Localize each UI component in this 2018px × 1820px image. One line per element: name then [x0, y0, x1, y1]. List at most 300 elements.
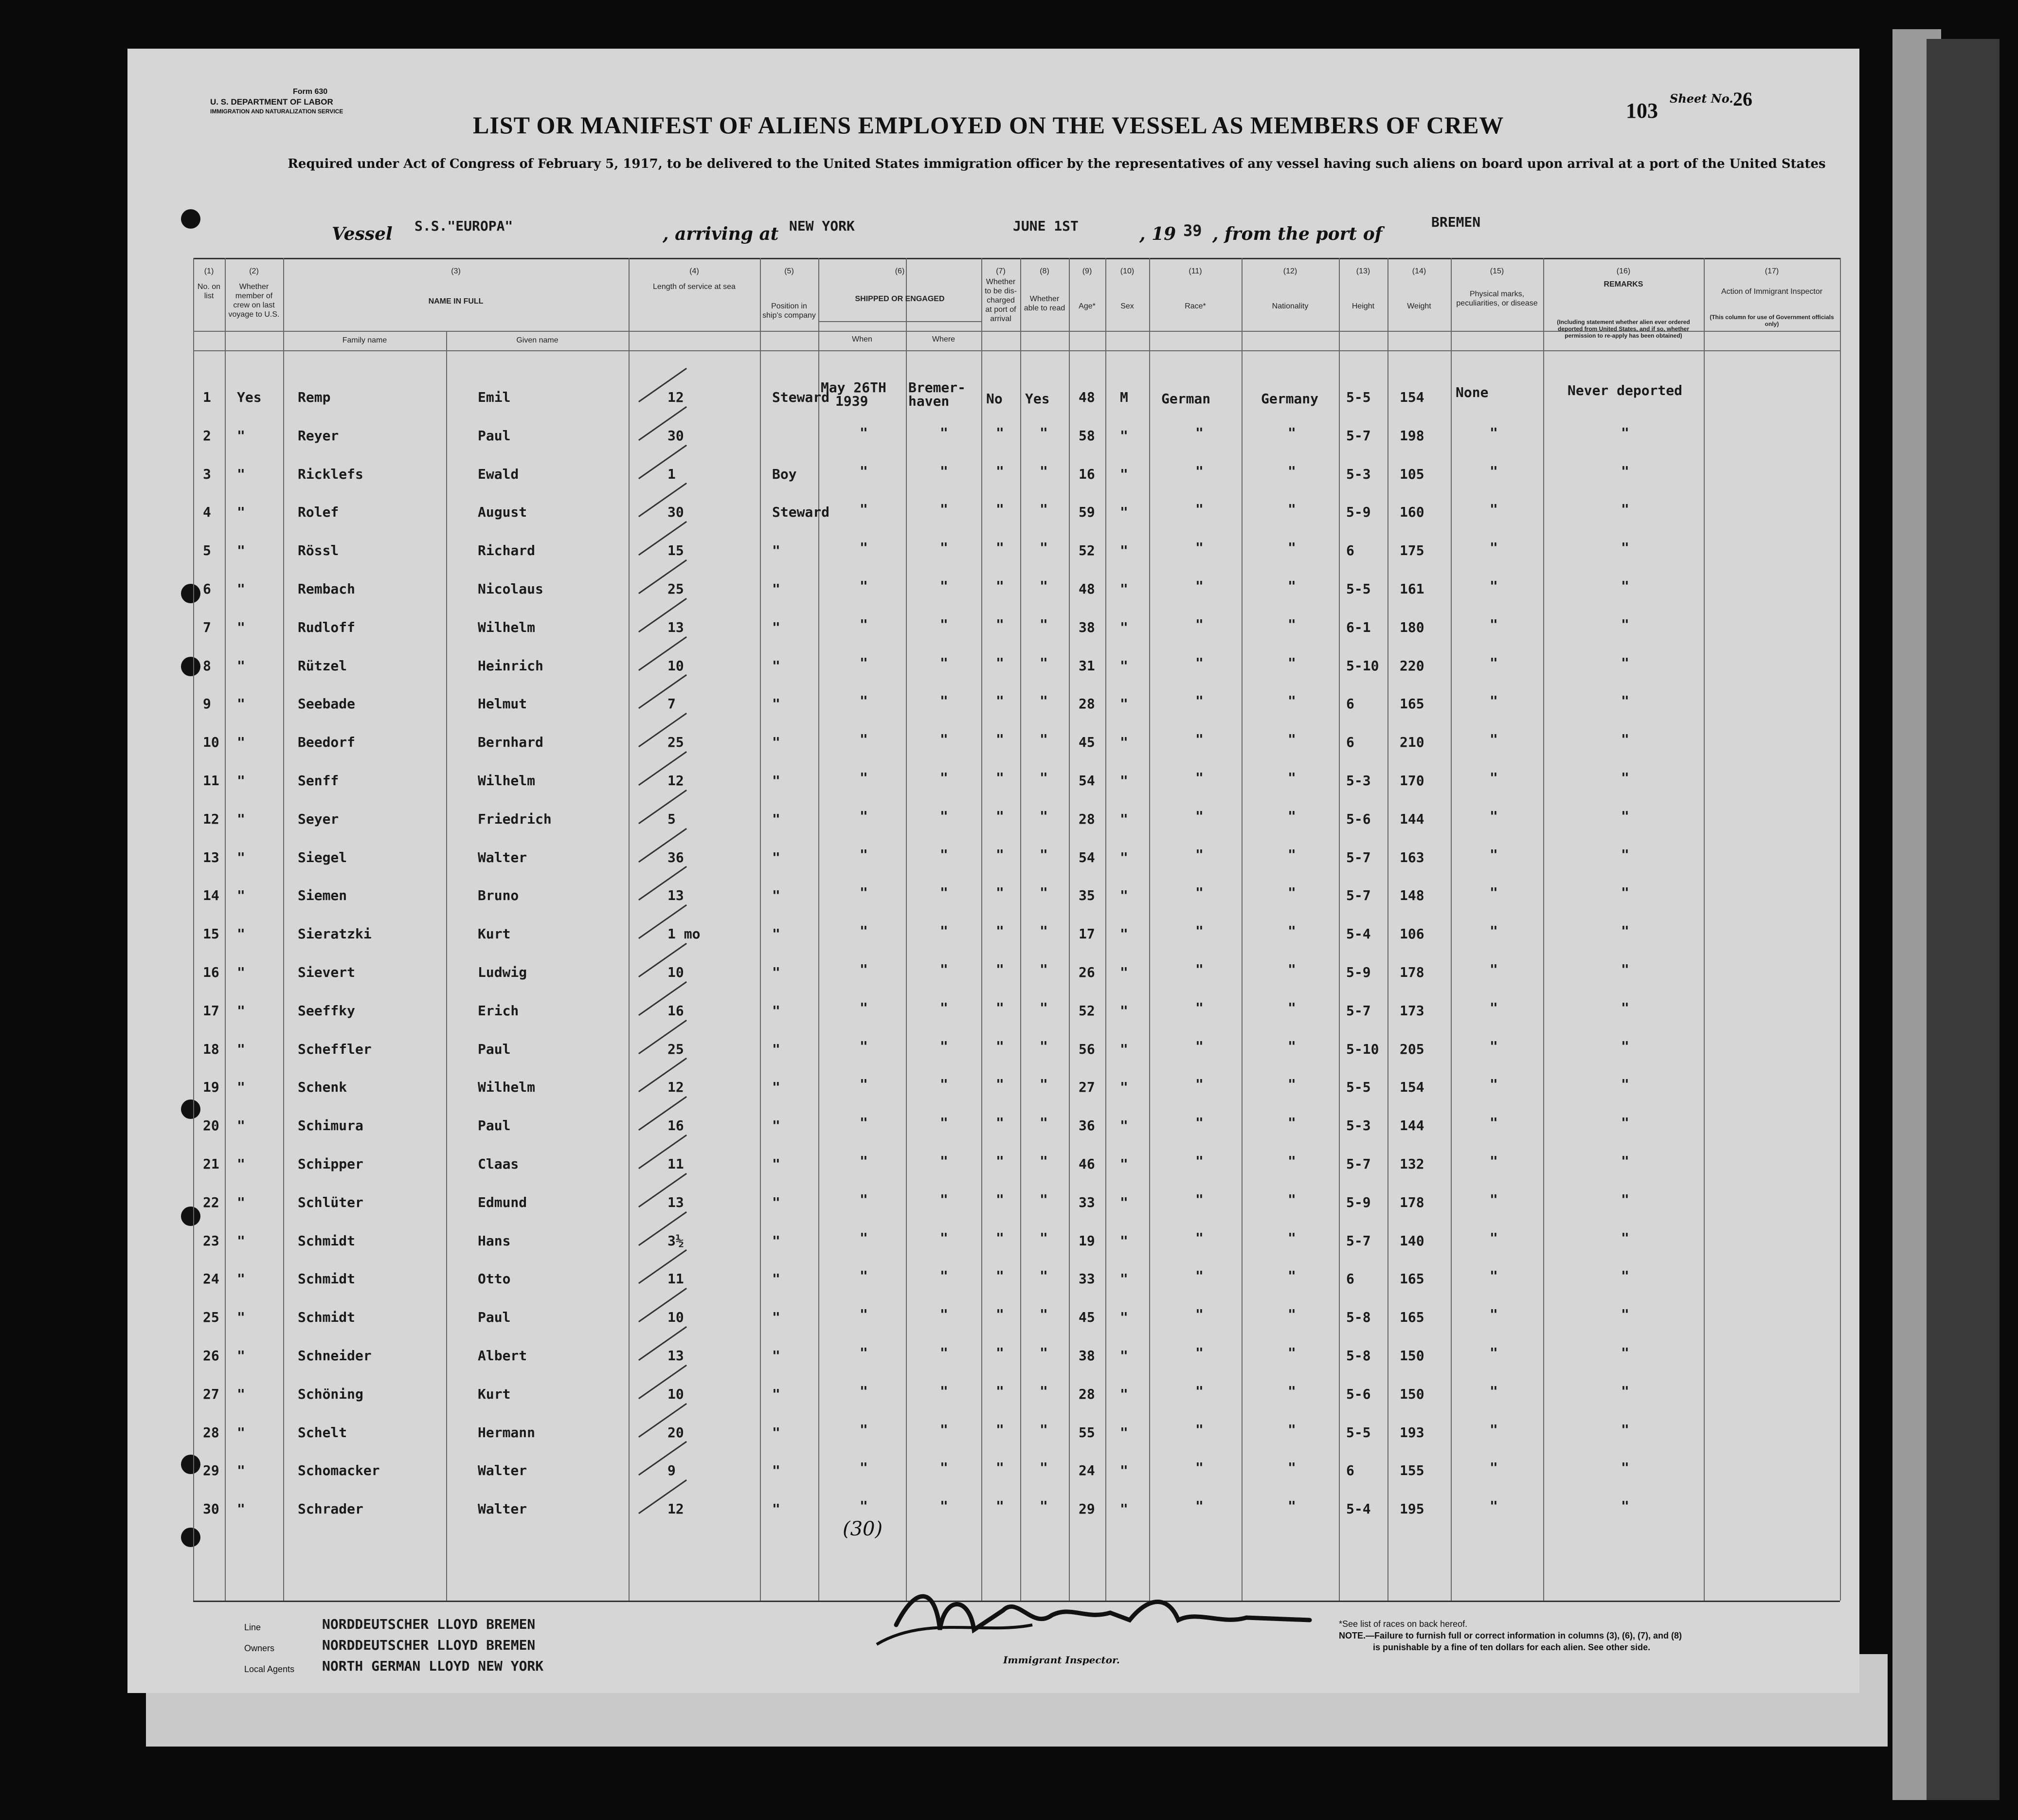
weight: 165 — [1400, 696, 1424, 712]
ship-position: " — [772, 1079, 780, 1096]
discharged-ditto: " — [996, 999, 1004, 1016]
shipped-where-ditto: " — [940, 578, 948, 594]
age: 17 — [1079, 926, 1095, 942]
ship-position: " — [772, 849, 780, 865]
given-name: Kurt — [478, 926, 511, 942]
read-ditto: " — [1040, 463, 1048, 479]
ship-position: " — [772, 696, 780, 712]
column-subheader-c3b: Given name — [516, 336, 559, 344]
vessel-name: S.S."EUROPA" — [414, 218, 513, 234]
read-ditto: " — [1040, 731, 1048, 748]
crew-last-voyage: " — [237, 1002, 245, 1019]
remarks-ditto: " — [1621, 846, 1629, 863]
given-name: Claas — [478, 1156, 519, 1172]
weight: 105 — [1400, 466, 1424, 482]
arrival-port: NEW YORK — [789, 218, 855, 234]
column-number: (14) — [1412, 267, 1426, 275]
column-subheader-c16a: (Including statement whether alien ever ordered deported from United States, and if so, whether permission to re-apply has been obtained) — [1557, 319, 1690, 339]
column-rule — [1543, 258, 1544, 1601]
agents-value: NORTH GERMAN LLOYD NEW YORK — [322, 1658, 544, 1674]
given-name: Paul — [478, 427, 511, 444]
length-of-service: 36 — [667, 849, 684, 865]
family-name: Schimura — [298, 1117, 363, 1134]
weight: 193 — [1400, 1424, 1424, 1441]
height: 5-7 — [1346, 427, 1371, 444]
marks-ditto: " — [1490, 808, 1498, 824]
sex: " — [1120, 1309, 1128, 1326]
column-number: (16) — [1616, 267, 1631, 275]
discharged-ditto: " — [996, 884, 1004, 901]
column-number: (10) — [1120, 267, 1135, 275]
discharged-ditto: " — [996, 654, 1004, 671]
weight: 165 — [1400, 1271, 1424, 1287]
row-number: 21 — [203, 1156, 219, 1172]
family-name: Schlüter — [298, 1194, 363, 1210]
column-number: (15) — [1490, 267, 1504, 275]
sex: " — [1120, 1386, 1128, 1402]
sheet-label: Sheet No. — [1670, 91, 1733, 106]
nationality-ditto: " — [1288, 693, 1296, 709]
sex: M — [1120, 389, 1128, 405]
column-number: (12) — [1283, 267, 1297, 275]
marks-ditto: " — [1490, 654, 1498, 671]
race-ditto: " — [1195, 654, 1204, 671]
nationality-ditto: " — [1288, 1498, 1296, 1514]
sex: " — [1120, 696, 1128, 712]
shipped-where-ditto: " — [940, 693, 948, 709]
ship-position: " — [772, 1041, 780, 1057]
read-ditto: " — [1040, 1076, 1048, 1093]
given-name: Wilhelm — [478, 619, 536, 635]
row-number: 1 — [203, 389, 211, 405]
read-ditto: " — [1040, 999, 1048, 1016]
ship-position: " — [772, 657, 780, 674]
discharged-ditto: " — [996, 1421, 1004, 1438]
shipped-when-bottom: 1939 — [835, 393, 868, 409]
discharged-value: No — [986, 391, 1003, 407]
ship-position: " — [772, 619, 780, 635]
column-rule — [629, 258, 630, 1601]
crew-last-voyage: " — [237, 1041, 245, 1057]
marks-ditto: " — [1490, 1076, 1498, 1093]
marks-ditto: " — [1490, 884, 1498, 901]
ship-position: " — [772, 811, 780, 827]
column-rule — [1149, 258, 1150, 1601]
binder-edge — [1927, 39, 2000, 1800]
length-of-service: 10 — [667, 964, 684, 980]
family-name: Schöning — [298, 1386, 363, 1402]
nationality-ditto: " — [1288, 654, 1296, 671]
height: 5-9 — [1346, 964, 1371, 980]
column-rule — [1242, 258, 1243, 1601]
column-subheader-c3a: Family name — [342, 336, 387, 344]
crew-last-voyage: " — [237, 657, 245, 674]
column-subheader-c6b: Where — [932, 335, 955, 343]
row-number: 26 — [203, 1348, 219, 1364]
given-name: Albert — [478, 1348, 527, 1364]
length-of-service: 30 — [667, 504, 684, 521]
race-ditto: " — [1195, 424, 1204, 441]
family-name: Schipper — [298, 1156, 363, 1172]
crew-last-voyage: Yes — [237, 389, 262, 405]
race-ditto: " — [1195, 731, 1204, 748]
row-number: 27 — [203, 1386, 219, 1402]
discharged-ditto: " — [996, 1191, 1004, 1207]
column-header-c3: NAME IN FULL — [428, 297, 484, 306]
race-ditto: " — [1195, 1460, 1204, 1476]
read-ditto: " — [1040, 501, 1048, 518]
ship-position: Boy — [772, 466, 797, 482]
crew-last-voyage: " — [237, 1309, 245, 1326]
shipped-where-ditto: " — [940, 1498, 948, 1514]
arriving-label: , arriving at — [663, 224, 779, 244]
length-of-service: 10 — [667, 1386, 684, 1402]
family-name: Beedorf — [298, 734, 356, 751]
punch-hole — [181, 209, 200, 229]
punch-hole — [181, 1207, 200, 1226]
nationality-ditto: " — [1288, 616, 1296, 632]
age: 54 — [1079, 773, 1095, 789]
height: 5-7 — [1346, 887, 1371, 904]
weight: 178 — [1400, 1194, 1424, 1210]
column-number: (7) — [996, 267, 1006, 275]
column-header-c4: Length of service at sea — [653, 283, 736, 291]
age: 27 — [1079, 1079, 1095, 1096]
family-name: Schmidt — [298, 1309, 356, 1326]
column-header-c9: Age* — [1079, 302, 1096, 310]
shipped-where-ditto: " — [940, 846, 948, 863]
given-name: Otto — [478, 1271, 511, 1287]
sex: " — [1120, 542, 1128, 559]
given-name: Nicolaus — [478, 581, 543, 597]
length-of-service: 11 — [667, 1271, 684, 1287]
family-name: Schenk — [298, 1079, 347, 1096]
arrival-date: JUNE 1ST — [1013, 218, 1079, 234]
discharged-ditto: " — [996, 1229, 1004, 1246]
sex: " — [1120, 1348, 1128, 1364]
row-number: 3 — [203, 466, 211, 482]
age: 19 — [1079, 1232, 1095, 1249]
punch-hole — [181, 584, 200, 603]
ship-position: " — [772, 1501, 780, 1517]
height: 6 — [1346, 542, 1354, 559]
nationality-ditto: " — [1288, 1421, 1296, 1438]
row-number: 15 — [203, 926, 219, 942]
age: 28 — [1079, 696, 1095, 712]
remarks-ditto: " — [1621, 1115, 1629, 1131]
shipped-where-ditto: " — [940, 1038, 948, 1054]
column-number: (11) — [1189, 267, 1202, 275]
race-ditto: " — [1195, 961, 1204, 977]
shipped-when-ditto: " — [860, 424, 868, 441]
shipped-where-ditto: " — [940, 731, 948, 748]
total-count-note: (30) — [843, 1518, 883, 1540]
marks-ditto: " — [1490, 463, 1498, 479]
shipped-where-ditto: " — [940, 1460, 948, 1476]
length-of-service: 9 — [667, 1462, 676, 1479]
column-header-c2: Whether member of crew on last voyage to U.S. — [228, 283, 280, 319]
marks-ditto: " — [1490, 731, 1498, 748]
row-number: 8 — [203, 657, 211, 674]
sex: " — [1120, 1041, 1128, 1057]
sex: " — [1120, 811, 1128, 827]
discharged-ditto: " — [996, 1498, 1004, 1514]
row-number: 5 — [203, 542, 211, 559]
length-of-service: 25 — [667, 1041, 684, 1057]
shipped-when-ditto: " — [860, 578, 868, 594]
nationality-ditto: " — [1288, 1076, 1296, 1093]
discharged-ditto: " — [996, 1306, 1004, 1323]
weight: 160 — [1400, 504, 1424, 521]
remarks-ditto: " — [1621, 731, 1629, 748]
ship-position: " — [772, 1462, 780, 1479]
shipped-when-ditto: " — [860, 731, 868, 748]
given-name: Hermann — [478, 1424, 536, 1441]
height: 5-5 — [1346, 389, 1371, 405]
family-name: Reyer — [298, 427, 339, 444]
weight: 220 — [1400, 657, 1424, 674]
height: 5-3 — [1346, 1117, 1371, 1134]
shipped-when-ditto: " — [860, 1383, 868, 1399]
remarks-ditto: " — [1621, 770, 1629, 786]
length-of-service: 5 — [667, 811, 676, 827]
column-header-c11: Race* — [1185, 302, 1206, 310]
age: 16 — [1079, 466, 1095, 482]
given-name: Walter — [478, 1501, 527, 1517]
race-value: German — [1161, 391, 1211, 407]
sex: " — [1120, 1462, 1128, 1479]
length-of-service: 13 — [667, 1194, 684, 1210]
race-ditto: " — [1195, 1153, 1204, 1169]
family-name: Sieratzki — [298, 926, 372, 942]
crew-last-voyage: " — [237, 811, 245, 827]
age: 29 — [1079, 1501, 1095, 1517]
sex: " — [1120, 1194, 1128, 1210]
nationality-ditto: " — [1288, 424, 1296, 441]
marks-ditto: " — [1490, 1191, 1498, 1207]
nationality-ditto: " — [1288, 1460, 1296, 1476]
length-of-service: 12 — [667, 1079, 684, 1096]
sex: " — [1120, 1424, 1128, 1441]
column-rule — [760, 258, 761, 1601]
race-ditto: " — [1195, 1038, 1204, 1054]
given-name: Bruno — [478, 887, 519, 904]
age: 24 — [1079, 1462, 1095, 1479]
remarks-ditto: " — [1621, 1076, 1629, 1093]
length-of-service: 1 mo — [667, 926, 701, 942]
ship-position: " — [772, 1002, 780, 1019]
marks-ditto: " — [1490, 540, 1498, 556]
given-name: Paul — [478, 1041, 511, 1057]
marks-ditto: " — [1490, 1229, 1498, 1246]
shipped-where-ditto: " — [940, 1383, 948, 1399]
crew-last-voyage: " — [237, 1117, 245, 1134]
sex: " — [1120, 1002, 1128, 1019]
nationality-ditto: " — [1288, 731, 1296, 748]
remarks-ditto: " — [1621, 616, 1629, 632]
height: 5-3 — [1346, 466, 1371, 482]
crew-last-voyage: " — [237, 542, 245, 559]
crew-last-voyage: " — [237, 773, 245, 789]
weight: 195 — [1400, 1501, 1424, 1517]
crew-last-voyage: " — [237, 1348, 245, 1364]
family-name: Seeffky — [298, 1002, 356, 1019]
read-ditto: " — [1040, 1383, 1048, 1399]
crew-last-voyage: " — [237, 1156, 245, 1172]
read-ditto: " — [1040, 1229, 1048, 1246]
given-name: Heinrich — [478, 657, 543, 674]
age: 38 — [1079, 619, 1095, 635]
check-mark — [638, 790, 687, 824]
marks-ditto: " — [1490, 1268, 1498, 1284]
column-header-c17: Action of Immigrant Inspector — [1721, 288, 1823, 296]
nationality-ditto: " — [1288, 808, 1296, 824]
column-rule — [1105, 258, 1106, 1601]
family-name: Schomacker — [298, 1462, 380, 1479]
remarks-ditto: " — [1621, 1345, 1629, 1361]
age: 55 — [1079, 1424, 1095, 1441]
height: 5-8 — [1346, 1348, 1371, 1364]
nationality-ditto: " — [1288, 1268, 1296, 1284]
sex: " — [1120, 849, 1128, 865]
marks-ditto: " — [1490, 846, 1498, 863]
remarks-ditto: " — [1621, 1306, 1629, 1323]
check-mark — [638, 674, 687, 709]
height: 6 — [1346, 1271, 1354, 1287]
row-number: 19 — [203, 1079, 219, 1096]
read-ditto: " — [1040, 808, 1048, 824]
ship-position: " — [772, 1156, 780, 1172]
height: 5-5 — [1346, 1424, 1371, 1441]
column-rule — [1704, 258, 1705, 1601]
given-name: Ludwig — [478, 964, 527, 980]
shipped-when-ditto: " — [860, 1153, 868, 1169]
read-ditto: " — [1040, 923, 1048, 939]
nationality-ditto: " — [1288, 961, 1296, 977]
crew-last-voyage: " — [237, 734, 245, 751]
sex: " — [1120, 619, 1128, 635]
shipped-when-ditto: " — [860, 808, 868, 824]
remarks-ditto: " — [1621, 654, 1629, 671]
shipped-when-ditto: " — [860, 846, 868, 863]
column-rule — [225, 258, 226, 1601]
nationality-ditto: " — [1288, 501, 1296, 518]
age: 35 — [1079, 887, 1095, 904]
family-name: Seyer — [298, 811, 339, 827]
column-rule — [283, 258, 284, 1601]
remarks-ditto: " — [1621, 1153, 1629, 1169]
marks-ditto: " — [1490, 1498, 1498, 1514]
length-of-service: 20 — [667, 1424, 684, 1441]
marks-ditto: " — [1490, 1306, 1498, 1323]
discharged-ditto: " — [996, 770, 1004, 786]
punch-hole — [181, 1528, 200, 1547]
shipped-when-ditto: " — [860, 1191, 868, 1207]
family-name: Sievert — [298, 964, 356, 980]
row-number: 9 — [203, 696, 211, 712]
discharged-ditto: " — [996, 923, 1004, 939]
year: 39 — [1183, 221, 1202, 240]
column-rule — [1387, 258, 1388, 1601]
remarks-ditto: " — [1621, 578, 1629, 594]
penalty-note-1: NOTE.—Failure to furnish full or correct information in columns (3), (6), (7), and (8) — [1339, 1631, 1682, 1640]
marks-ditto: " — [1490, 1460, 1498, 1476]
column-rule — [818, 258, 819, 1601]
family-name: Senff — [298, 773, 339, 789]
weight: 173 — [1400, 1002, 1424, 1019]
height: 5-4 — [1346, 926, 1371, 942]
ship-position: " — [772, 581, 780, 597]
height: 5-6 — [1346, 1386, 1371, 1402]
age: 33 — [1079, 1271, 1095, 1287]
nationality-ditto: " — [1288, 578, 1296, 594]
length-of-service: 12 — [667, 773, 684, 789]
shipped-where-ditto: " — [940, 999, 948, 1016]
shipped-when-ditto: " — [860, 1076, 868, 1093]
family-name: Siemen — [298, 887, 347, 904]
height: 5-7 — [1346, 849, 1371, 865]
weight: 165 — [1400, 1309, 1424, 1326]
shipped-where-ditto: " — [940, 770, 948, 786]
remarks-ditto: " — [1621, 1268, 1629, 1284]
discharged-ditto: " — [996, 463, 1004, 479]
length-of-service: 25 — [667, 734, 684, 751]
marks-ditto: " — [1490, 1153, 1498, 1169]
column-number: (6) — [895, 267, 905, 275]
shipped-where-ditto: " — [940, 808, 948, 824]
read-ditto: " — [1040, 1460, 1048, 1476]
row-number: 17 — [203, 1002, 219, 1019]
given-name: Erich — [478, 1002, 519, 1019]
read-ditto: " — [1040, 654, 1048, 671]
family-name: Schmidt — [298, 1232, 356, 1249]
height: 5-4 — [1346, 1501, 1371, 1517]
remarks-ditto: " — [1621, 1038, 1629, 1054]
line-value: NORDDEUTSCHER LLOYD BREMEN — [322, 1616, 536, 1632]
column-number: (5) — [784, 267, 794, 275]
height: 5-10 — [1346, 657, 1379, 674]
age: 48 — [1079, 581, 1095, 597]
row-number: 6 — [203, 581, 211, 597]
ship-position: " — [772, 1232, 780, 1249]
age: 38 — [1079, 1348, 1095, 1364]
crew-last-voyage: " — [237, 1079, 245, 1096]
column-number: (3) — [451, 267, 461, 275]
given-name: Friedrich — [478, 811, 552, 827]
discharged-ditto: " — [996, 961, 1004, 977]
age: 58 — [1079, 427, 1095, 444]
sex: " — [1120, 1156, 1128, 1172]
given-name: Walter — [478, 849, 527, 865]
given-name: Paul — [478, 1117, 511, 1134]
manifest-sheet — [127, 49, 1859, 1693]
punch-hole — [181, 1455, 200, 1474]
form-title: LIST OR MANIFEST OF ALIENS EMPLOYED ON THE VESSEL AS MEMBERS OF CREW — [473, 111, 1504, 139]
shipped-where-ditto: " — [940, 923, 948, 939]
marks-ditto: " — [1490, 1115, 1498, 1131]
crew-last-voyage: " — [237, 1194, 245, 1210]
race-ditto: " — [1195, 923, 1204, 939]
marks-ditto: " — [1490, 1345, 1498, 1361]
shipped-where-top: Bremer- — [908, 379, 966, 396]
family-name: Schrader — [298, 1501, 363, 1517]
weight: 163 — [1400, 849, 1424, 865]
ship-position: " — [772, 773, 780, 789]
row-number: 30 — [203, 1501, 219, 1517]
length-of-service: 30 — [667, 427, 684, 444]
shipped-when-ditto: " — [860, 923, 868, 939]
family-name: Siegel — [298, 849, 347, 865]
